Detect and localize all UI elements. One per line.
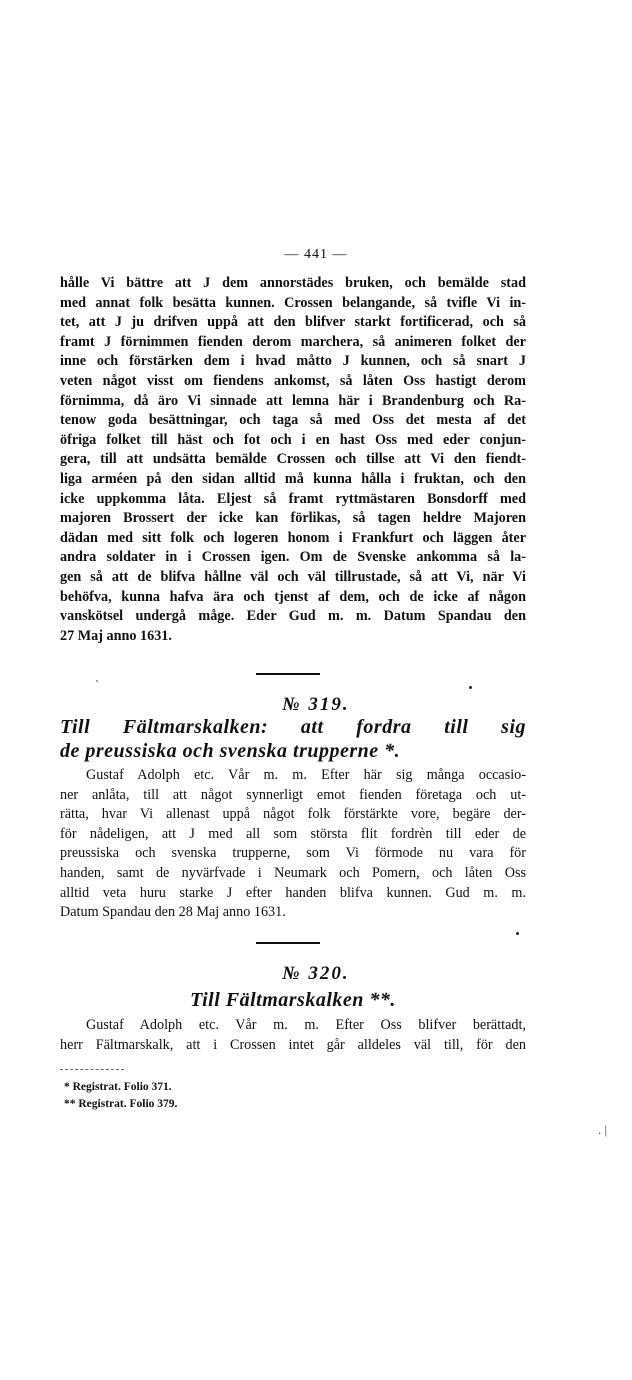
text-line: gera, till att undsätta bemälde Crossen och tillse att Vi den fiendt-: [60, 451, 526, 468]
text-line: förnimma, då äro Vi sinnade att lemna här i Brandenburg och Ra-: [60, 392, 526, 409]
text-line: för nådeligen, att J med all som största flit fordrèn till eder de: [60, 825, 526, 842]
text-line: Datum Spandau den 28 Maj anno 1631.: [60, 904, 286, 921]
text-line: behöfva, kunna hafva ära och tjenst af dem, och de icke af någon: [60, 588, 526, 605]
letter-320-body: [60, 1016, 526, 1055]
footnotes: [64, 1079, 177, 1113]
text-line: framt J förnimmen fienden derom marchera, så animeren folket der: [60, 333, 526, 350]
text-line: tet, att J ju drifven uppå att den blifver starkt fortificerad, och så: [60, 314, 526, 331]
footnote: ** Registrat. Folio 379.: [64, 1098, 178, 1110]
text-line: gen så att de blifva hållne väl och väl tillrustade, så att Vi, när Vi: [60, 568, 526, 585]
ink-speck: [516, 932, 519, 935]
letter-319-title: [60, 715, 526, 763]
ink-speck: [96, 680, 98, 682]
title-line: Till Fältmarskalken: att fordra till sig: [60, 716, 526, 738]
text-line: liga arméen på den sidan alltid må kunna hålla i fruktan, och den: [60, 470, 526, 487]
text-line: med annat folk besätta kunnen. Crossen belangande, så tvifle Vi in-: [60, 294, 526, 311]
letter-319-body: [60, 766, 526, 923]
prev-letter-body: [60, 274, 526, 646]
letter-319-number: № 319.: [282, 694, 350, 715]
text-line: veten något visst om fiendens ankomst, så låten Oss hastigt derom: [60, 372, 526, 389]
edge-mark: . |: [598, 1122, 608, 1137]
text-line: vanskötsel undergå måge. Eder Gud m. m. Datum Spandau den: [60, 608, 526, 625]
page-number: — 441 —: [284, 247, 348, 262]
section-divider: [256, 942, 320, 944]
text-line: herr Fältmarskalk, att i Crossen intet går alldeles väl till, för den: [60, 1036, 526, 1053]
footnote-rule: [60, 1069, 124, 1070]
text-line: dädan med sitt folk och logeren honom i Frankfurt och läggen åter: [60, 529, 526, 546]
text-line: inne och förstärken dem i hvad måtto J kunnen, och så snart J: [60, 353, 526, 370]
text-line: handen, samt de nyvärfvade i Neumark och Pomern, och låten Oss: [60, 864, 526, 881]
section-divider: [256, 673, 320, 675]
text-line: andra soldater in i Crossen igen. Om de Svenske ankomma så la-: [60, 549, 526, 566]
text-line: Gustaf Adolph etc. Vår m. m. Efter Oss blifver berättadt,: [86, 1017, 526, 1033]
text-line: alltid veta huru starke J efter handen blifva kunnen. Gud m. m.: [60, 884, 526, 901]
text-line: öfriga folket till häst och fot och i en hast Oss med eder conjun-: [60, 431, 526, 448]
text-line: icke uppkomma låta. Eljest så framt ryttmästaren Bonsdorff med: [60, 490, 526, 507]
text-line: majoren Brossert der icke kan förlikas, så tagen heldre Majoren: [60, 510, 526, 527]
text-line: hålle Vi bättre att J dem annorstädes bruken, och bemälde stad: [60, 275, 526, 291]
text-line: tenow goda besättningar, och taga så med Oss det mesta af det: [60, 412, 526, 429]
text-line: Gustaf Adolph etc. Vår m. m. Efter här sig många occasio-: [86, 767, 526, 783]
text-line: rätta, hvar Vi allenast uppå något folk förstärkte vore, begäre der-: [60, 806, 526, 823]
title-line: de preussiska och svenska trupperne *.: [60, 740, 401, 762]
letter-320-title: Till Fältmarskalken **.: [190, 989, 396, 1011]
letter-320-number: № 320.: [282, 963, 350, 984]
text-line: ner anlåta, till att något synnerligt emot fienden företaga och ut-: [60, 786, 526, 803]
ink-speck: [469, 686, 472, 689]
text-line: 27 Maj anno 1631.: [60, 627, 172, 644]
text-line: preussiska och svenska trupperne, som Vi förmode nu vara för: [60, 845, 526, 862]
footnote: * Registrat. Folio 371.: [64, 1081, 172, 1093]
